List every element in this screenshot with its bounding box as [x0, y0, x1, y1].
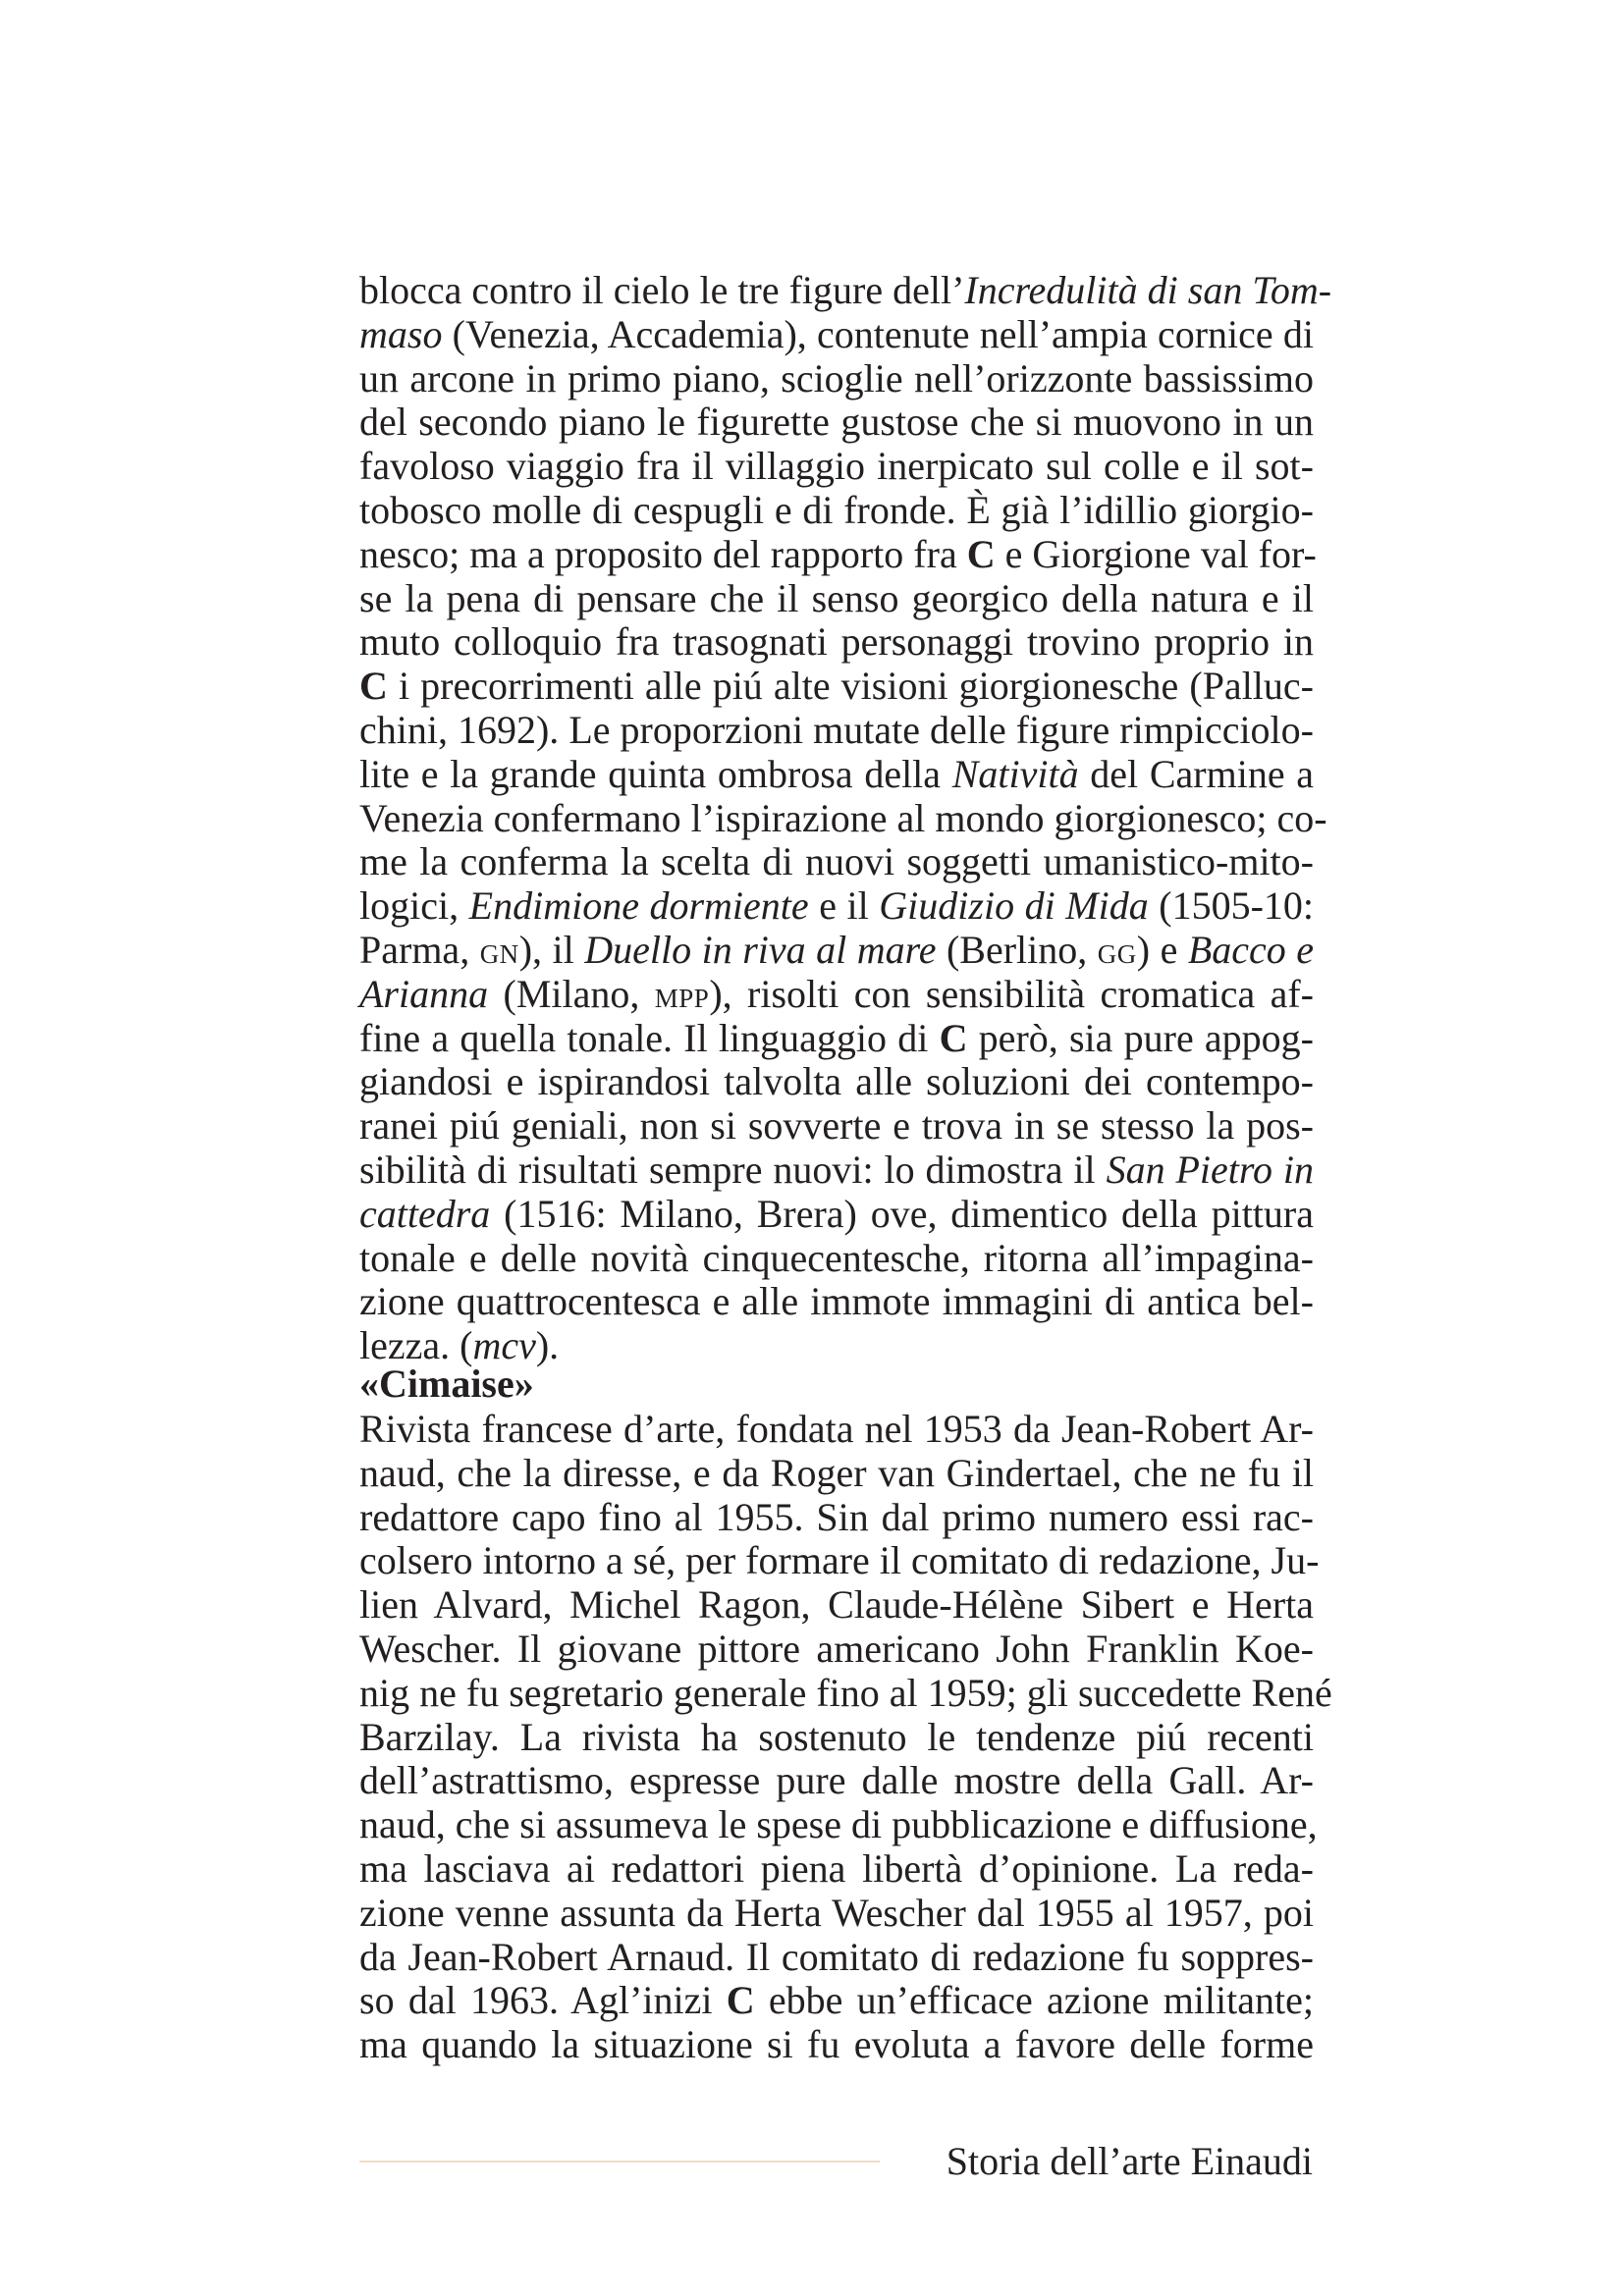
text-line — [359, 1670, 1332, 1716]
text-line — [359, 665, 1314, 709]
footer-rule — [359, 2161, 880, 2163]
text-run: ranei piú geniali, non si sovverte e trova in se stesso la pos- — [359, 1103, 1314, 1148]
text-run: ). — [535, 1323, 560, 1368]
text-line — [359, 1583, 1314, 1628]
text-run: fine a quella tonale. Il linguaggio di — [359, 1015, 940, 1060]
text-run: Venezia confermano l’ispirazione al mondo giorgionesco; co- — [359, 795, 1327, 840]
text-line — [359, 929, 1314, 973]
text-line — [359, 357, 1314, 401]
text-run: logici, — [359, 883, 469, 929]
small-caps-abbreviation: gg — [1097, 930, 1137, 972]
text-run: ), risolti con sensibilità cromatica af- — [709, 971, 1314, 1016]
text-line — [359, 1538, 1320, 1583]
text-line — [359, 400, 1314, 445]
text-run: sibilità di risultati sempre nuovi: lo dimostra il — [359, 1147, 1107, 1192]
text-run: naud, che si assumeva le spese di pubblicazione e diffusione, — [359, 1802, 1318, 1847]
text-run: Barzilay. La rivista ha sostenuto le tendenze piú recenti — [359, 1714, 1314, 1759]
text-run: blocca contro il cielo le tre figure dell’ — [359, 268, 965, 312]
italic-text: mcv — [472, 1323, 536, 1368]
text-run: Parma, — [359, 927, 480, 972]
italic-text: maso — [359, 311, 443, 356]
text-run: del secondo piano le figurette gustose che si muovono in un — [359, 400, 1314, 445]
text-line — [359, 1979, 1314, 2023]
text-run: muto colloquio fra trasognati personaggi trovino proprio in — [359, 619, 1314, 665]
text-run: nesco; ma a proposito del rapporto fra — [359, 531, 967, 576]
text-line — [359, 973, 1314, 1017]
text-run: (Venezia, Accademia), contenute nell’ampia cornice di — [442, 311, 1314, 356]
text-run: (Milano, — [488, 971, 655, 1016]
text-run: ebbe un’efficace azione militante; — [754, 1978, 1314, 2023]
bold-initial: C — [966, 531, 996, 576]
text-line — [359, 1892, 1314, 1936]
italic-text: Incredulità di san Tom- — [964, 268, 1332, 312]
text-run: chini, 1692). Le proporzioni mutate delle figure rimpicciolo- — [359, 707, 1314, 752]
text-run: ), il — [518, 927, 585, 972]
italic-text: San Pietro in — [1106, 1147, 1314, 1192]
text-run: me la conferma la scelta di nuovi soggetti umanistico-mito- — [359, 839, 1314, 884]
text-line — [359, 884, 1314, 929]
entry-heading: «Cimaise» — [359, 1362, 534, 1406]
text-run: e Giorgione val for- — [995, 531, 1317, 576]
text-run: lite e la grande quinta ombrosa della — [359, 751, 952, 796]
text-line — [359, 1148, 1314, 1193]
italic-text: cattedra — [359, 1191, 491, 1236]
text-run: da Jean-Robert Arnaud. Il comitato di redazione fu soppres- — [359, 1934, 1314, 1979]
text-line — [359, 1716, 1314, 1760]
text-line — [359, 753, 1314, 797]
text-run: e il — [808, 883, 880, 929]
text-run: ) e — [1136, 927, 1188, 972]
small-caps-abbreviation: mpp — [654, 974, 710, 1016]
text-line — [359, 268, 1332, 313]
text-line — [359, 1628, 1314, 1672]
italic-text: Arianna — [359, 971, 489, 1016]
text-run: lien Alvard, Michel Ragon, Claude-Hélène Sibert e Herta — [359, 1582, 1314, 1628]
text-line — [359, 1237, 1314, 1281]
text-line — [359, 1936, 1314, 1980]
italic-text: Natività — [951, 751, 1079, 796]
text-run: un arcone in primo piano, scioglie nell’orizzonte bassissimo — [359, 355, 1314, 400]
italic-text: Giudizio di Mida — [879, 883, 1149, 929]
text-run: nig ne fu segretario generale fino al 1959; gli succedette René — [359, 1670, 1332, 1715]
text-run: zione quattrocentesca e alle immote immagini di antica bel- — [359, 1279, 1314, 1324]
footer-title: Storia dell’arte Einaudi — [946, 2139, 1313, 2183]
text-line — [359, 1193, 1314, 1237]
text-run: lezza. ( — [359, 1323, 473, 1368]
text-line — [359, 1280, 1314, 1324]
text-run: (1516: Milano, Brera) ove, dimentico della pittura — [490, 1191, 1314, 1236]
text-run: tonale e delle novità cinquecentesche, ritorna all’impagina- — [359, 1235, 1314, 1280]
text-run: favoloso viaggio fra il villaggio inerpicato sul colle e il sot- — [359, 444, 1314, 489]
text-line — [359, 1759, 1314, 1803]
text-run: se la pena di pensare che il senso georgico della natura e il — [359, 575, 1314, 620]
small-caps-abbreviation: gn — [479, 930, 519, 972]
text-line — [359, 489, 1314, 533]
text-line — [359, 1802, 1318, 1847]
article-continuation-paragraph — [359, 268, 1332, 1368]
text-line — [359, 1847, 1314, 1892]
bold-initial: C — [939, 1015, 968, 1060]
text-line — [359, 1496, 1314, 1540]
bold-initial: C — [726, 1978, 755, 2023]
text-line — [359, 1017, 1314, 1061]
text-line — [359, 445, 1314, 489]
italic-text: Bacco e — [1187, 927, 1315, 972]
text-run: (Berlino, — [936, 927, 1098, 972]
text-line — [359, 531, 1317, 577]
entry-paragraph — [359, 1407, 1332, 2067]
text-run: i precorrimenti alle piú alte visioni giorgionesche (Palluc- — [387, 664, 1314, 709]
text-run: so dal 1963. Agl’inizi — [359, 1978, 727, 2023]
text-run: tobosco molle di cespugli e di fronde. È già l’idillio giorgio- — [359, 487, 1314, 532]
text-line — [359, 1452, 1314, 1496]
text-line — [359, 1060, 1314, 1104]
text-line — [359, 313, 1314, 357]
text-line — [359, 1104, 1314, 1148]
text-run: giandosi e ispirandosi talvolta alle soluzioni dei contempo- — [359, 1059, 1314, 1104]
text-line — [359, 577, 1314, 621]
text-run: ma lasciava ai redattori piena libertà d’opinione. La reda- — [359, 1845, 1314, 1891]
italic-text: Endimione dormiente — [468, 883, 809, 929]
text-run: Wescher. Il giovane pittore americano John Franklin Koe- — [359, 1626, 1314, 1671]
text-run: naud, che la diresse, e da Roger van Gindertael, che ne fu il — [359, 1450, 1314, 1495]
text-line — [359, 2023, 1314, 2067]
text-run: zione venne assunta da Herta Wescher dal 1955 al 1957, poi — [359, 1890, 1314, 1935]
text-run: però, sia pure appog- — [967, 1015, 1314, 1060]
text-run: redattore capo fino al 1955. Sin dal primo numero essi rac- — [359, 1494, 1314, 1539]
text-line — [359, 709, 1314, 753]
bold-initial: C — [359, 664, 388, 709]
text-line — [359, 1408, 1314, 1452]
text-line — [359, 620, 1314, 665]
text-run: del Carmine a — [1078, 751, 1315, 796]
text-run: Rivista francese d’arte, fondata nel 1953 da Jean-Robert Ar- — [359, 1407, 1314, 1451]
italic-text: Duello in riva al mare — [584, 927, 937, 972]
text-run: colsero intorno a sé, per formare il comitato di redazione, Ju- — [359, 1538, 1320, 1583]
text-run: dell’astrattismo, espresse pure dalle mostre della Gall. Ar- — [359, 1758, 1314, 1803]
text-run: ma quando la situazione si fu evoluta a favore delle forme — [359, 2022, 1314, 2067]
text-line — [359, 795, 1327, 841]
text-run: (1505-10: — [1148, 883, 1314, 929]
text-line — [359, 840, 1314, 884]
